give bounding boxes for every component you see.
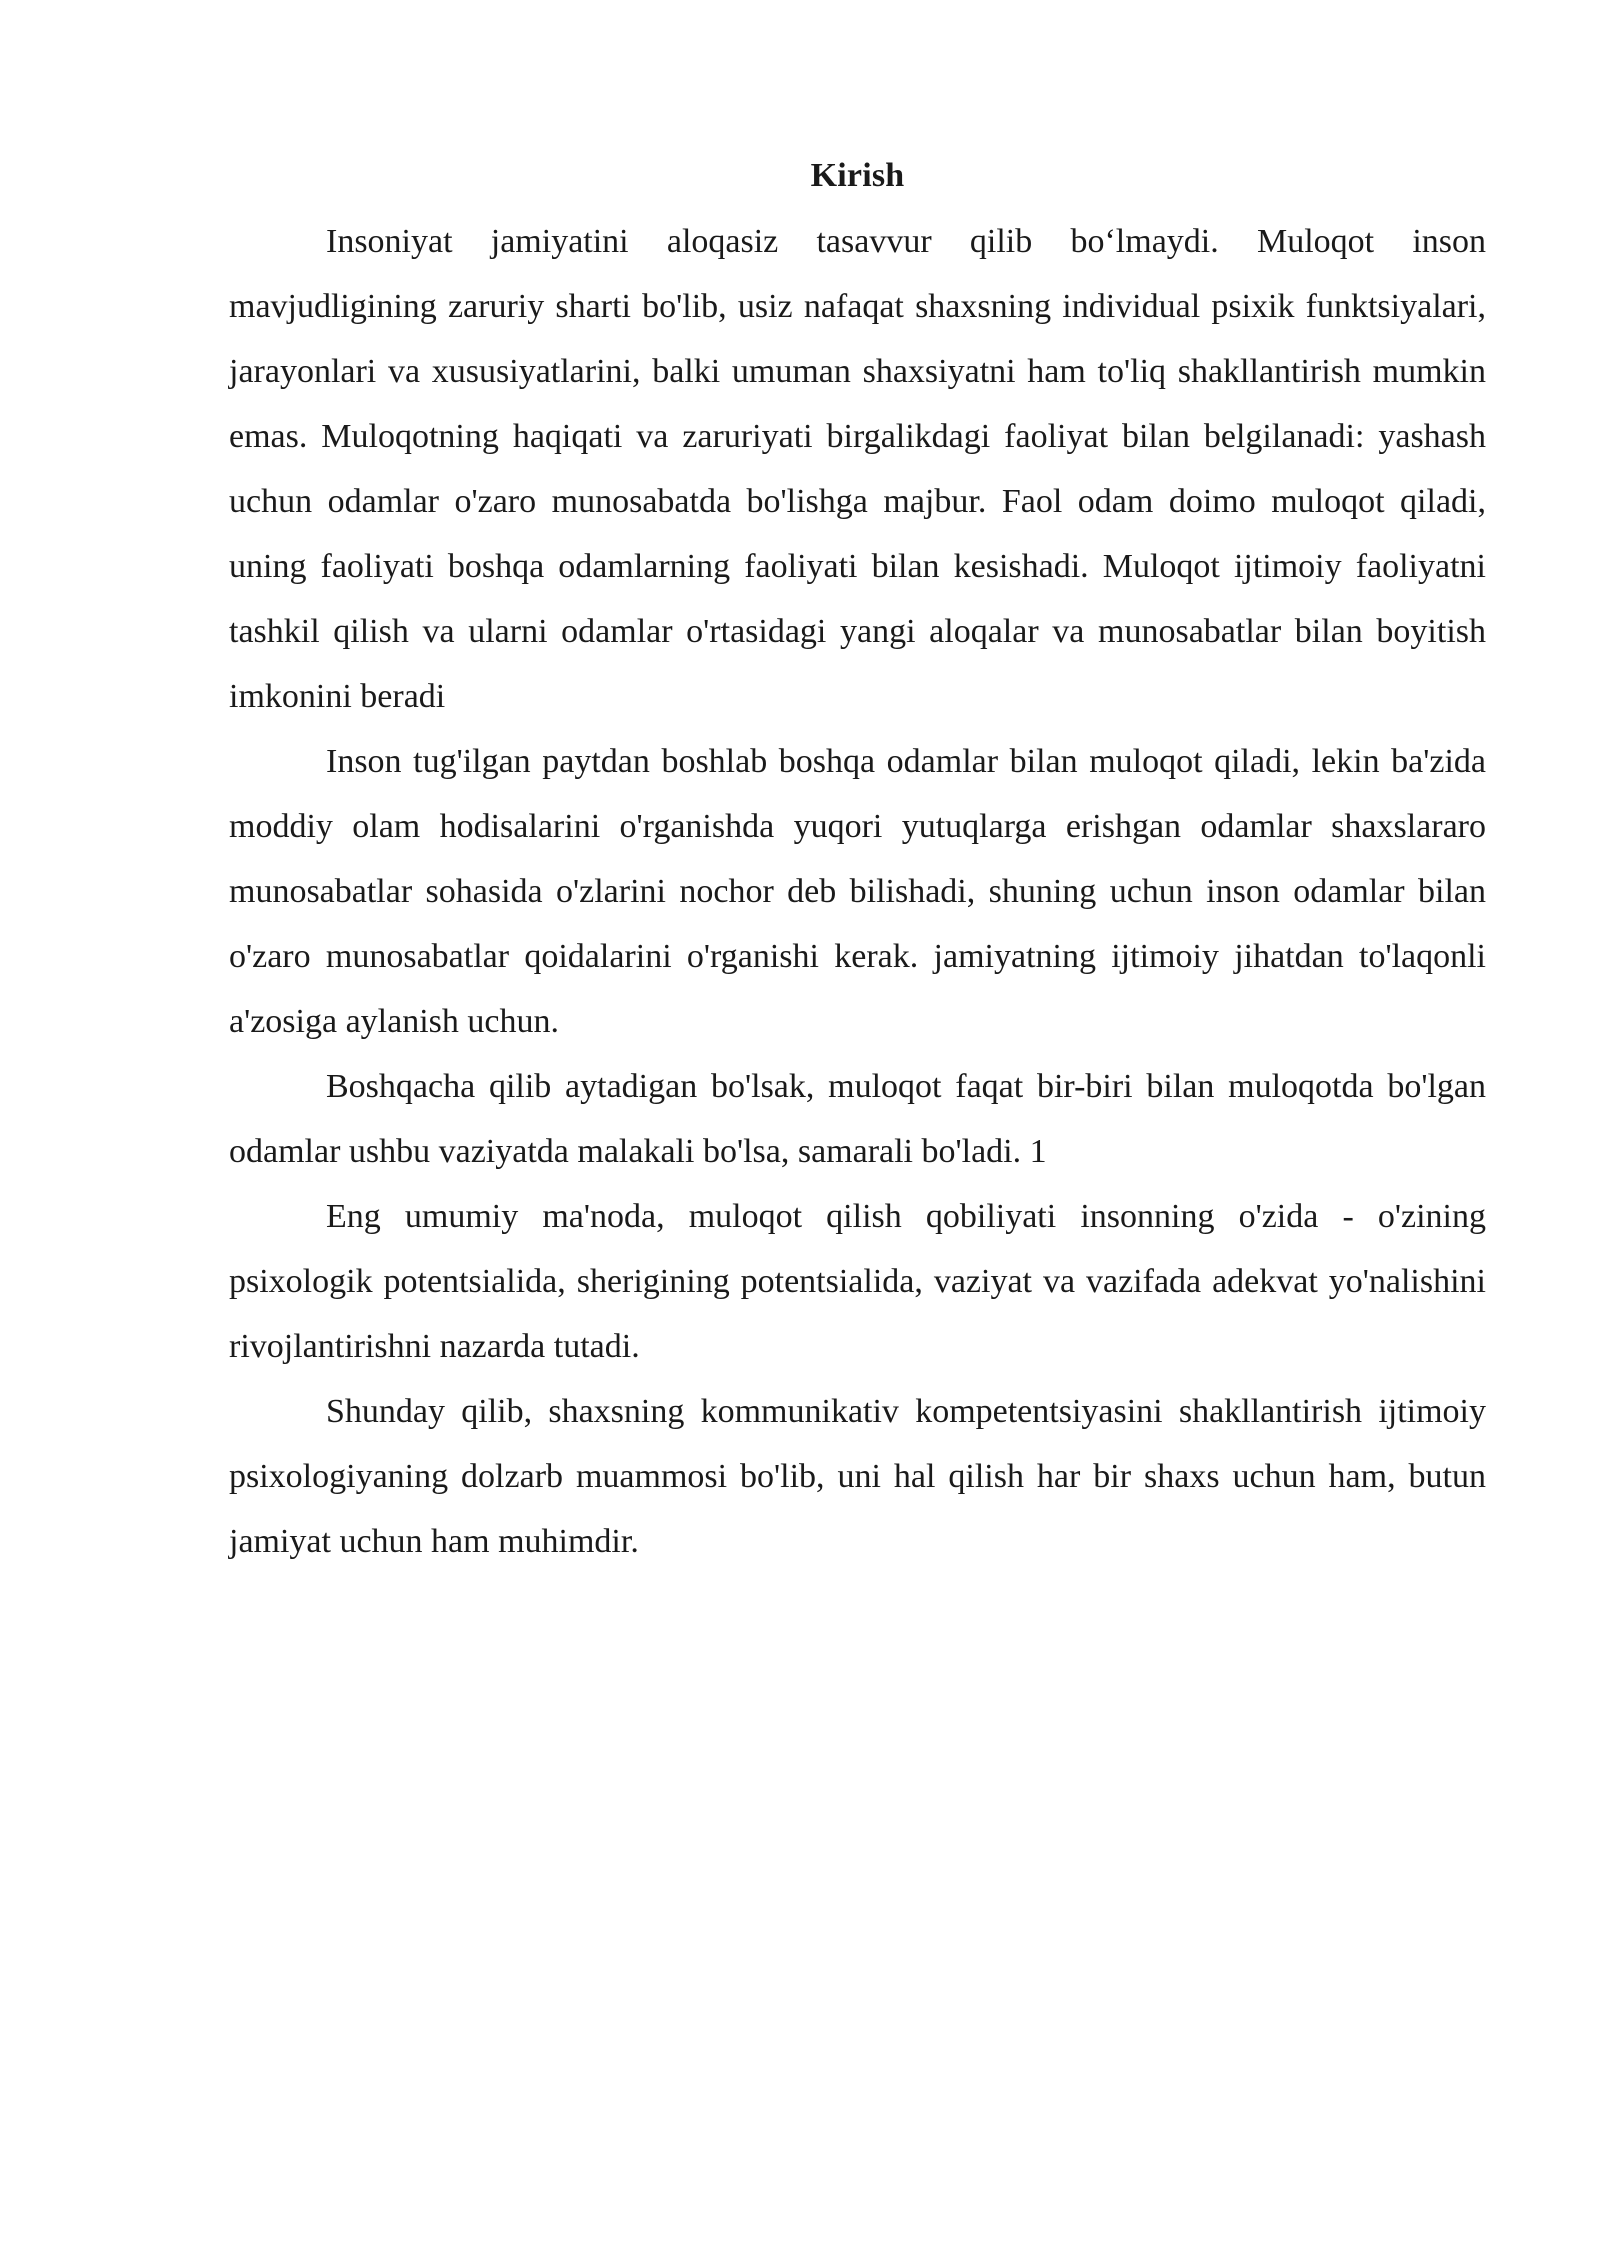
page-title: Kirish (810, 157, 905, 194)
paragraph-1: Insoniyat jamiyatini aloqasiz tasavvur qilib bo‘lmaydi. Muloqot inson mavjudligining zaruriy sharti bo'lib, usiz nafaqat shaxsning individual psixik funktsiyalari, jarayonlari va xususiyatlarini, balki umuman shaxsiyatni ham to'liq shakllantirish mumkin emas. Muloqotning haqiqati va zaruriyati birgalikdagi faoliyat bilan belgilanadi: yashash uchun odamlar o'zaro munosabatda bo'lishga majbur. Faol odam doimo muloqot qiladi, uning faoliyati boshqa odamlarning faoliyati bilan kesishadi. Muloqot ijtimoiy faoliyatni tashkil qilish va ularni odamlar o'rtasidagi yangi aloqalar va munosabatlar bilan boyitish imkonini beradi (229, 223, 1486, 715)
paragraph-5: Shunday qilib, shaxsning kommunikativ kompetentsiyasini shakllantirish ijtimoiy psixologiyaning dolzarb muammosi bo'lib, uni hal qilish har bir shaxs uchun ham, butun jamiyat uchun ham muhimdir. (229, 1393, 1486, 1560)
paragraph-4: Eng umumiy ma'noda, muloqot qilish qobiliyati insonning o'zida - o'zining psixologik potentsialida, sherigining potentsialida, vaziyat va vazifada adekvat yo'nalishini rivojlantirishni nazarda tutadi. (229, 1198, 1486, 1365)
document-body (229, 148, 1486, 1574)
paragraph-3: Boshqacha qilib aytadigan bo'lsak, muloqot faqat bir-biri bilan muloqotda bo'lgan odamlar ushbu vaziyatda malakali bo'lsa, samarali bo'ladi. 1 (229, 1068, 1486, 1170)
paragraph-2: Inson tug'ilgan paytdan boshlab boshqa odamlar bilan muloqot qiladi, lekin ba'zida moddiy olam hodisalarini o'rganishda yuqori yutuqlarga erishgan odamlar shaxslararo munosabatlar sohasida o'zlarini nochor deb bilishadi, shuning uchun inson odamlar bilan o'zaro munosabatlar qoidalarini o'rganishi kerak. jamiyatning ijtimoiy jihatdan to'laqonli a'zosiga aylanish uchun. (229, 743, 1486, 1040)
